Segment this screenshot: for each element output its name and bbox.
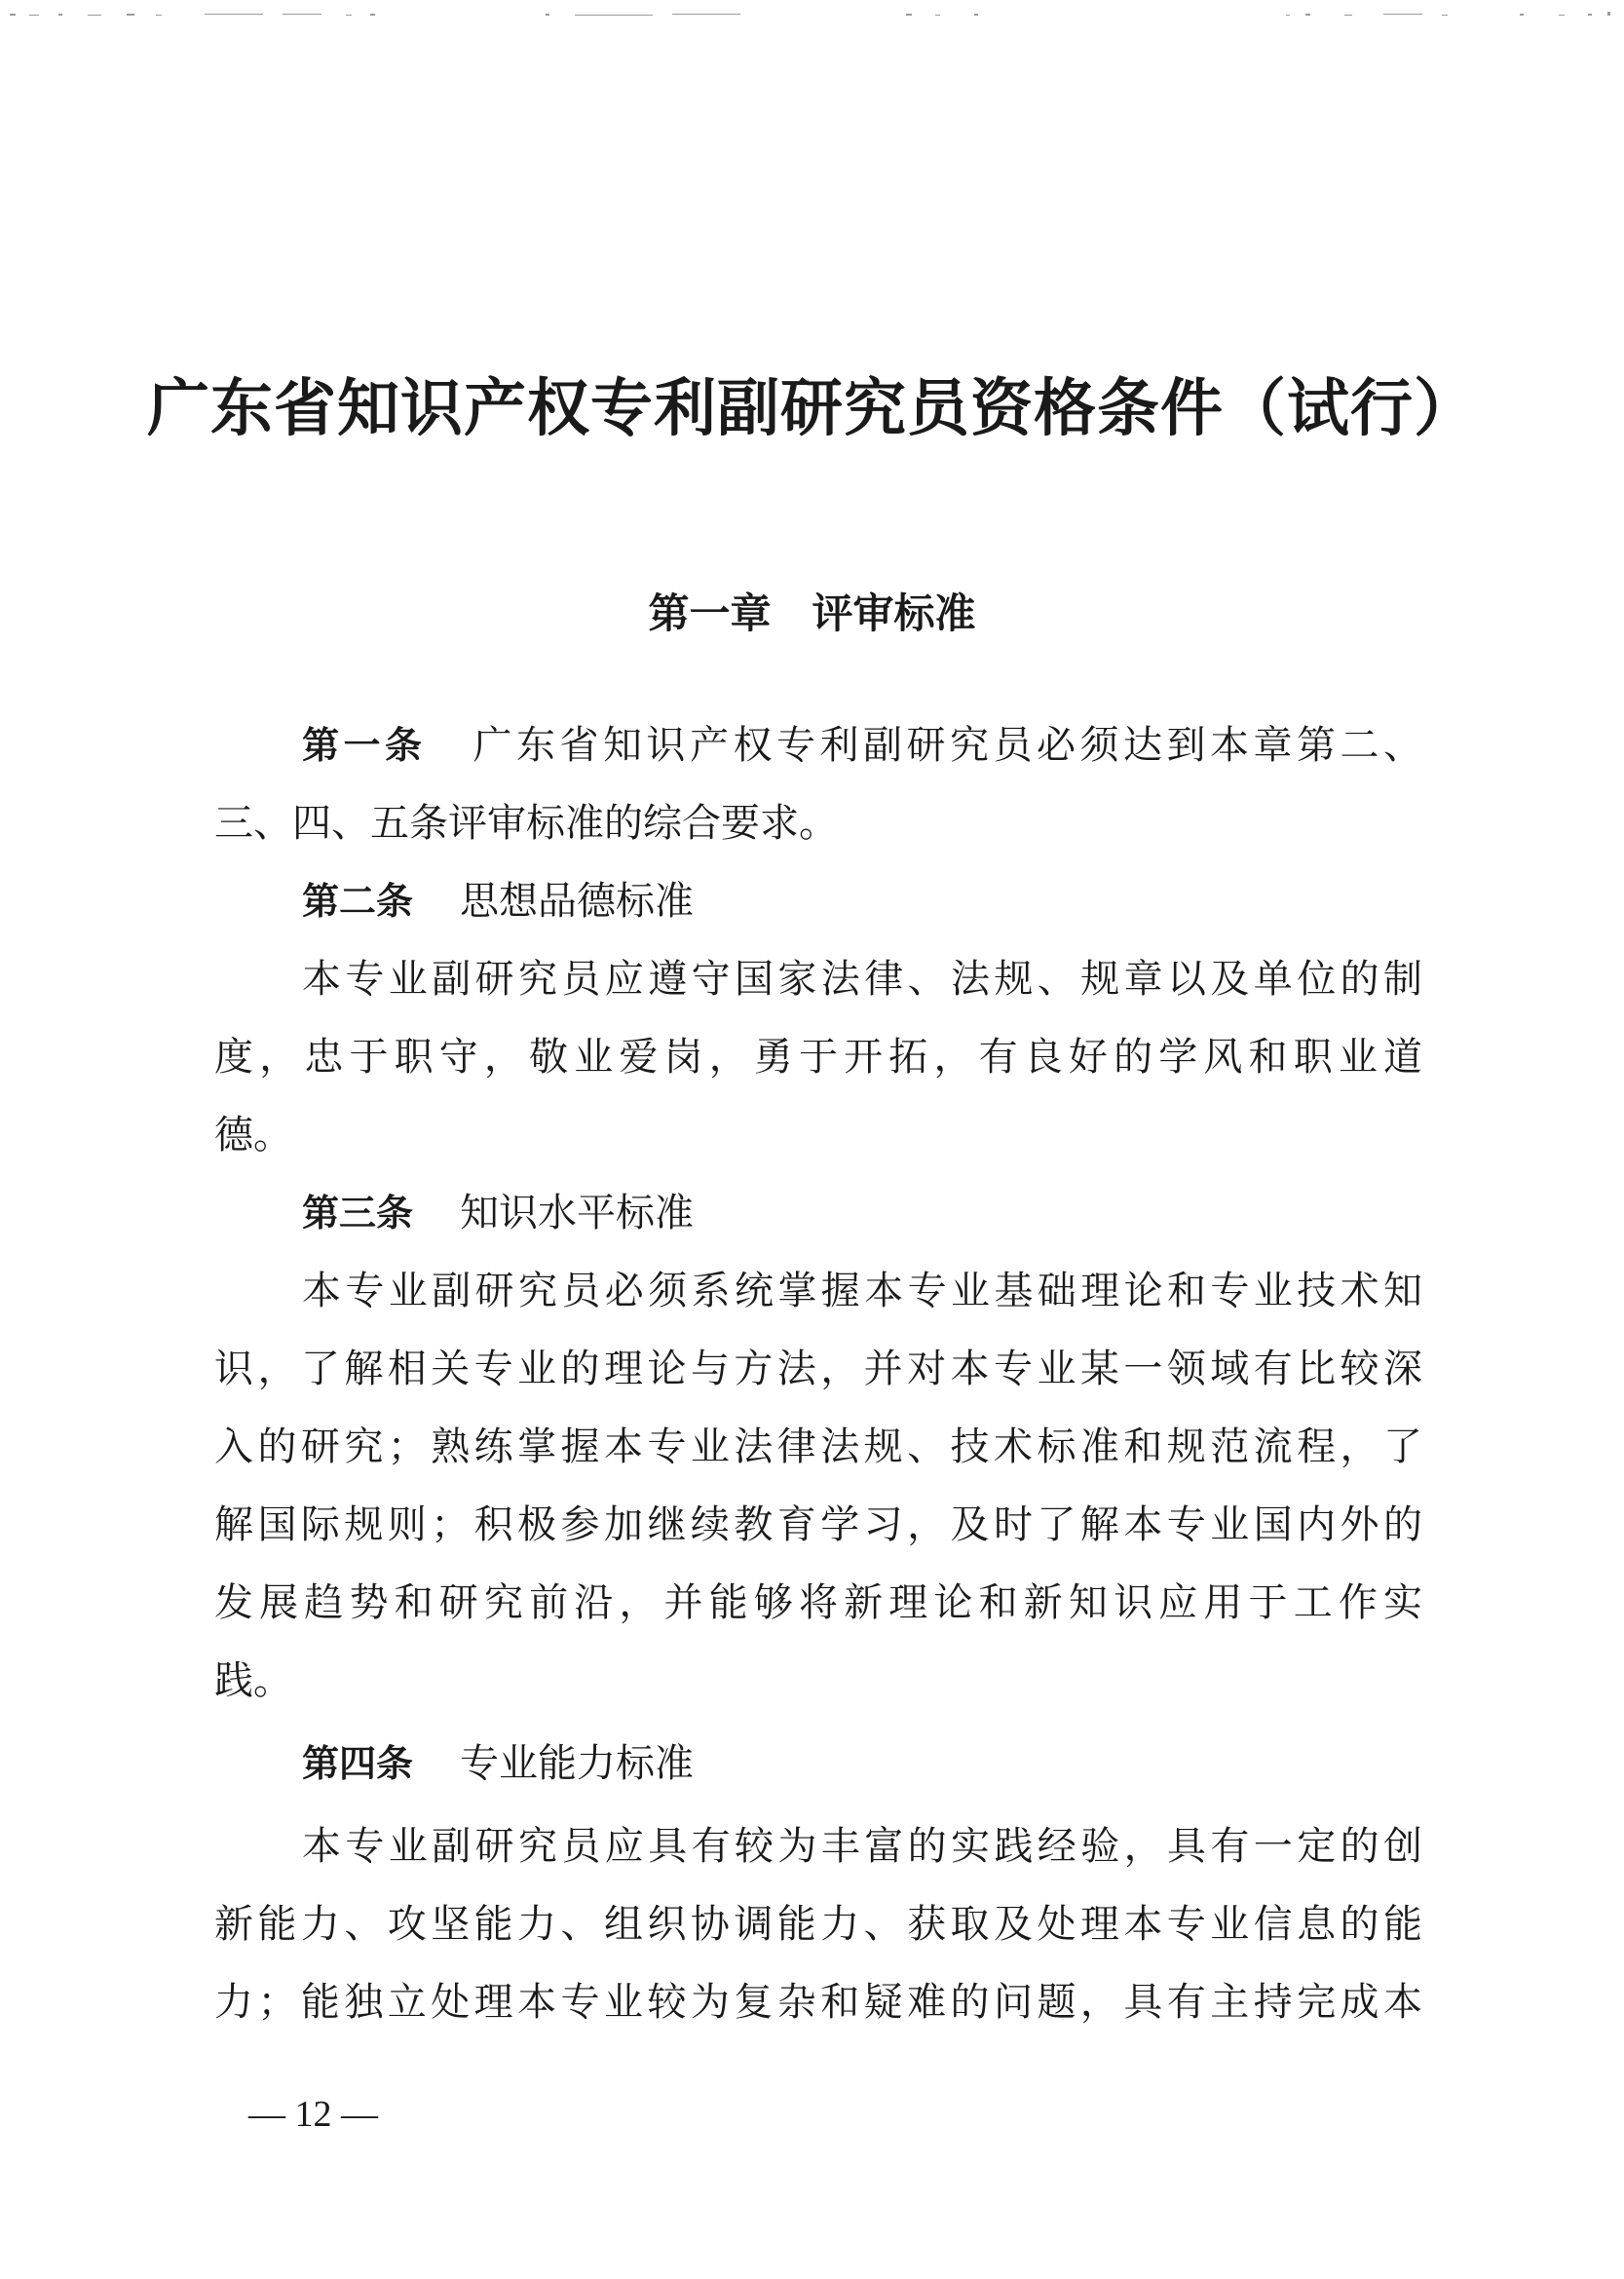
article-2-heading: 第二条 bbox=[302, 880, 414, 923]
article-4-heading: 第四条 bbox=[302, 1742, 414, 1785]
scan-edge-artifacts bbox=[0, 0, 1624, 29]
article-4-line-2: 新能力、攻坚能力、组织协调能力、获取及处理本专业信息的能 bbox=[214, 1902, 1422, 1947]
page-number: — 12 — bbox=[248, 2094, 378, 2135]
article-3-line-6: 践。 bbox=[214, 1658, 292, 1703]
article-2-line-2: 度，忠于职守，敬业爱岗，勇于开拓，有良好的学风和职业道 bbox=[214, 1035, 1422, 1080]
article-3-line-3: 入的研究；熟练掌握本专业法律法规、技术标准和规范流程，了 bbox=[214, 1424, 1422, 1469]
document-title: 广东省知识产权专利副研究员资格条件（试行） bbox=[147, 372, 1477, 445]
article-3-line-2: 识，了解相关专业的理论与方法，并对本专业某一领域有比较深 bbox=[214, 1347, 1422, 1391]
article-4-heading-line bbox=[302, 1725, 1422, 1803]
article-4-subject: 专业能力标准 bbox=[460, 1741, 695, 1786]
article-1-line-2: 三、四、五条评审标准的综合要求。 bbox=[214, 801, 838, 846]
article-3-line-5: 发展趋势和研究前沿，并能够将新理论和新知识应用于工作实 bbox=[214, 1580, 1422, 1625]
article-1-line-1: 第一条 广东省知识产权专利副研究员必须达到本章第二、 bbox=[302, 723, 1422, 768]
article-1-heading: 第一条 bbox=[302, 724, 427, 767]
article-3-heading-line bbox=[302, 1174, 1422, 1252]
article-3-subject: 知识水平标准 bbox=[460, 1191, 695, 1235]
article-4-line-1: 本专业副研究员应具有较为丰富的实践经验，具有一定的创 bbox=[302, 1824, 1422, 1869]
article-4-line-3: 力；能独立处理本专业较为复杂和疑难的问题，具有主持完成本 bbox=[214, 1980, 1422, 2025]
article-2-line-1: 本专业副研究员应遵守国家法律、法规、规章以及单位的制 bbox=[302, 957, 1422, 1002]
article-2-heading-line bbox=[302, 862, 1422, 940]
article-2-subject: 思想品德标准 bbox=[460, 879, 695, 924]
article-3-line-1: 本专业副研究员必须系统掌握本专业基础理论和专业技术知 bbox=[302, 1269, 1422, 1313]
article-3-heading: 第三条 bbox=[302, 1192, 414, 1234]
article-2-line-3: 德。 bbox=[214, 1113, 292, 1158]
chapter-title: 第一章 评审标准 bbox=[648, 589, 976, 637]
article-3-line-4: 解国际规则；积极参加继续教育学习，及时了解本专业国内外的 bbox=[214, 1502, 1422, 1547]
